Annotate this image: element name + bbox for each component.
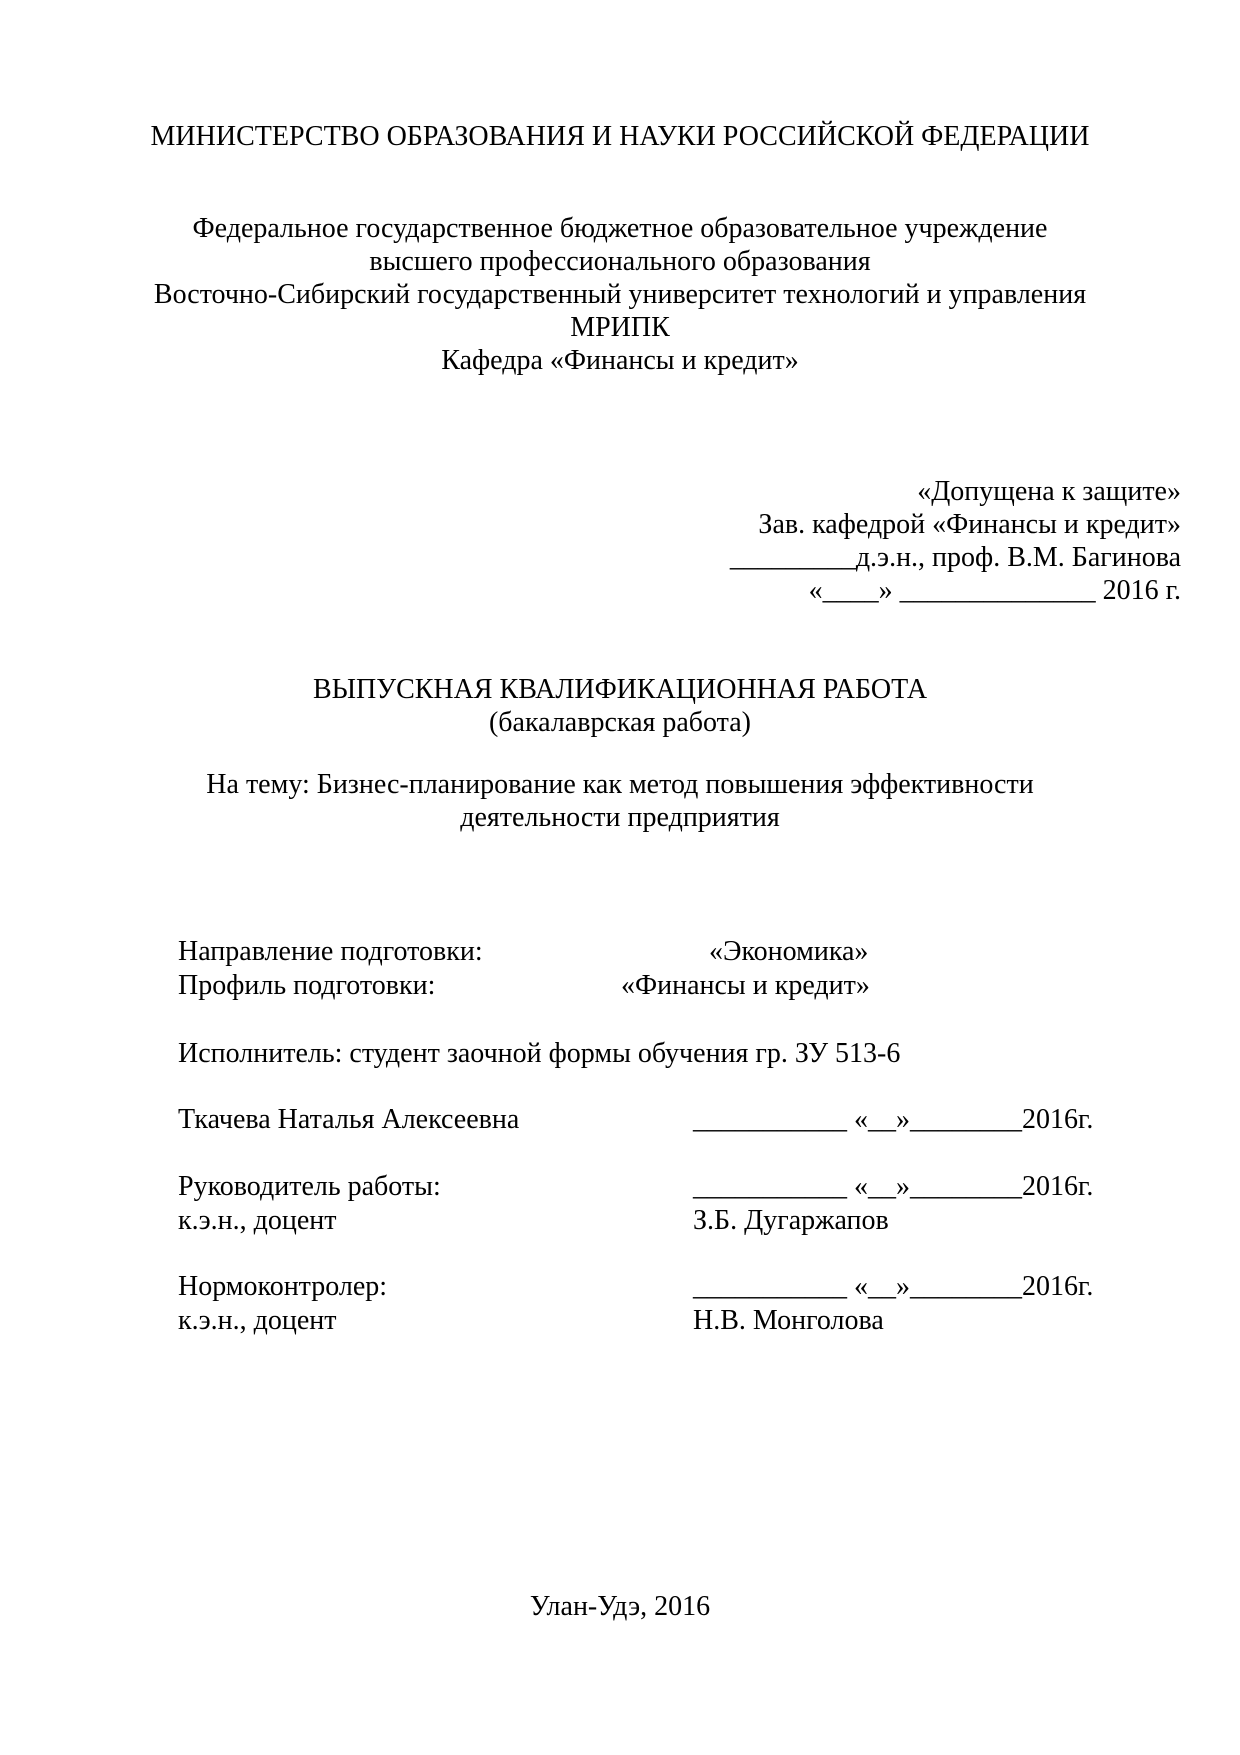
institution-line-2: высшего профессионального образования xyxy=(369,246,871,277)
normcontrol-name: Н.В. Монголова xyxy=(693,1305,884,1336)
profile-value: «Финансы и кредит» xyxy=(621,970,870,1001)
city-year: Улан-Удэ, 2016 xyxy=(529,1591,711,1622)
normcontrol-degree: к.э.н., доцент xyxy=(178,1305,337,1336)
topic-line-2: деятельности предприятия xyxy=(460,802,780,833)
approval-line-1: «Допущена к защите» xyxy=(917,476,1181,507)
approval-line-4: «____» ______________ 2016 г. xyxy=(808,575,1181,606)
institution-line-3: Восточно-Сибирский государственный университет технологий и управления xyxy=(153,279,1087,310)
ministry-header xyxy=(0,120,1240,153)
work-subtitle: (бакалаврская работа) xyxy=(488,707,752,738)
institution-line-4: МРИПК xyxy=(570,312,670,343)
normcontrol-signature-line: ___________ «__»________2016г. xyxy=(693,1271,1094,1302)
footer-city-year xyxy=(0,1590,1240,1623)
institution-block xyxy=(0,212,1240,377)
profile-label: Профиль подготовки: xyxy=(178,970,436,1001)
approval-line-2: Зав. кафедрой «Финансы и кредит» xyxy=(758,509,1181,540)
supervisor-name: З.Б. Дугаржапов xyxy=(693,1205,889,1236)
student-name: Ткачева Наталья Алексеевна xyxy=(178,1104,520,1135)
work-title: ВЫПУСКНАЯ КВАЛИФИКАЦИОННАЯ РАБОТА xyxy=(312,674,928,705)
department-line: Кафедра «Финансы и кредит» xyxy=(441,345,799,376)
supervisor-signature-line: ___________ «__»________2016г. xyxy=(693,1171,1094,1202)
institution-line-1: Федеральное государственное бюджетное образовательное учреждение xyxy=(192,213,1048,244)
supervisor-degree: к.э.н., доцент xyxy=(178,1205,337,1236)
ministry-line: МИНИСТЕРСТВО ОБРАЗОВАНИЯ И НАУКИ РОССИЙСКОЙ ФЕДЕРАЦИИ xyxy=(150,121,1090,152)
approval-block xyxy=(730,475,1181,607)
executor-line: Исполнитель: студент заочной формы обучения гр. ЗУ 513-6 xyxy=(178,1038,901,1069)
topic-line-1: На тему: Бизнес-планирование как метод повышения эффективности xyxy=(206,769,1034,800)
direction-value: «Экономика» xyxy=(709,936,869,967)
direction-label: Направление подготовки: xyxy=(178,936,483,967)
supervisor-label: Руководитель работы: xyxy=(178,1171,441,1202)
student-signature-line: ___________ «__»________2016г. xyxy=(693,1104,1094,1135)
normcontrol-label: Нормоконтролер: xyxy=(178,1271,388,1302)
approval-line-3: _________д.э.н., проф. В.М. Багинова xyxy=(729,542,1181,573)
topic-block xyxy=(0,768,1240,834)
work-title-block xyxy=(0,673,1240,739)
